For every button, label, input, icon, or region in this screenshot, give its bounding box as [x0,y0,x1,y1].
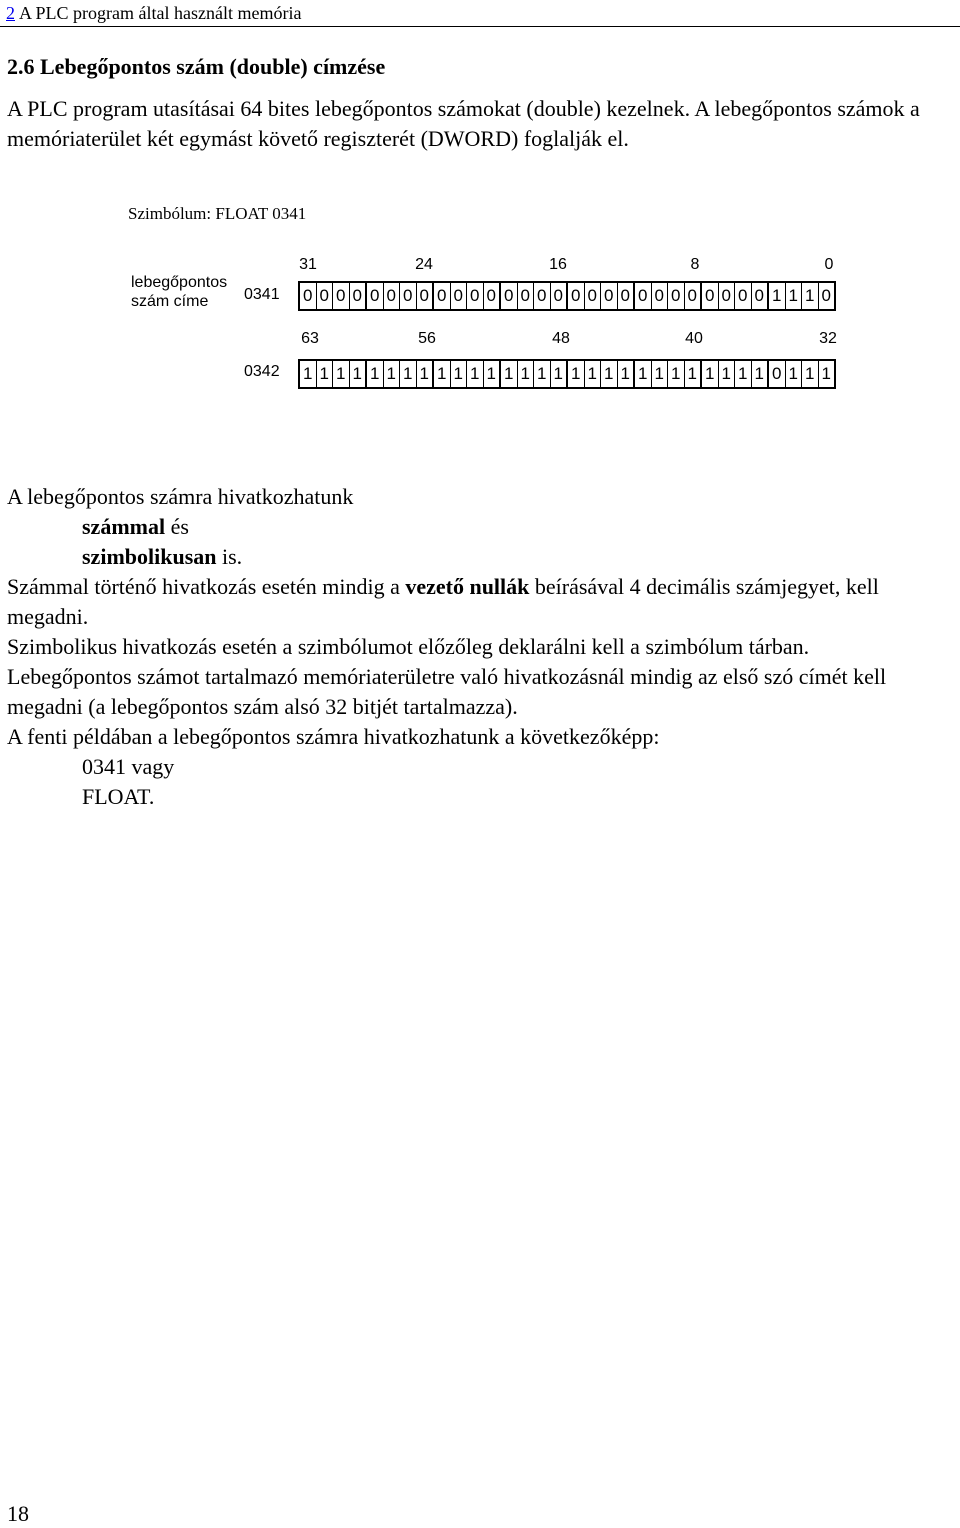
bit-cell: 1 [617,361,634,387]
row1-pos-3: 8 [690,256,700,273]
bit-cell: 0 [332,283,349,309]
row1-pos-1: 24 [415,256,433,273]
section-title: 2.6 Lebegőpontos szám (double) címzése [7,54,386,79]
body-p9: FLOAT. [82,784,155,809]
row2-address: 0342 [244,363,280,380]
row1-address: 0341 [244,286,280,303]
bit-cell: 0 [399,283,416,309]
bit-cell: 0 [772,364,782,383]
bit-cell: 1 [370,364,380,383]
bit-cell: 1 [818,361,835,387]
nibble [432,361,499,387]
nibble [767,361,834,387]
bit-cell: 1 [437,364,447,383]
nibble [767,283,834,309]
page-number: 18 [7,1501,29,1526]
bit-cell: 1 [483,361,500,387]
bit-cell: 1 [466,361,483,387]
bit-cell: 1 [785,361,802,387]
bold-vezeto-nullak: vezető nullák [405,574,530,599]
nibble [300,283,365,309]
body-p8: 0341 vagy [82,754,175,779]
nibble [566,283,633,309]
chapter-link[interactable]: 2 [6,3,15,23]
bit-cell: 0 [667,283,684,309]
bit-cell: 1 [533,361,550,387]
bit-cell: 1 [684,361,701,387]
bit-cell: 0 [718,283,735,309]
side-label-line2: szám címe [131,293,209,310]
bit-cell: 0 [316,283,333,309]
body-text [7,482,959,812]
bit-cell: 0 [416,283,433,309]
bit-cell: 0 [450,283,467,309]
bit-cell: 1 [571,364,581,383]
nibble [633,361,700,387]
row2-pos-2: 48 [552,330,570,347]
bit-cell: 0 [533,283,550,309]
bit-cell: 1 [751,361,768,387]
bit-diagram [0,0,960,420]
bit-cell: 1 [785,283,802,309]
bit-cell: 0 [383,283,400,309]
bit-cell: 0 [751,283,768,309]
bit-cell: 0 [550,283,567,309]
body-p4-b: beírásával 4 decimális számjegyet, kell megadni. [7,574,879,629]
row1-pos-2: 16 [549,256,567,273]
bit-cell: 1 [651,361,668,387]
running-header-title: A PLC program által használt memória [19,3,302,23]
bit-cell: 1 [316,361,333,387]
intro-paragraph: A PLC program utasításai 64 bites lebegőpontos számokat (double) kezelnek. A lebegőpontos számok a memóriaterület két egymást követő regiszterét (DWORD) foglalják el. [7,96,920,151]
bit-cell: 0 [651,283,668,309]
bit-cell: 0 [517,283,534,309]
nibble [499,283,566,309]
nibble [700,283,767,309]
bold-szammal: számmal [82,514,166,539]
bit-cell: 1 [718,361,735,387]
body-p6: Lebegőpontos számot tartalmazó memóriaterületre való hivatkozásnál mindig az első szó címét kell megadni (a lebegőpontos szám alsó 32 bitjét tartalmazza). [7,664,887,719]
bit-cell: 0 [437,286,447,305]
bold-szimbolikusan: szimbolikusan [82,544,217,569]
row2-pos-1: 56 [418,330,436,347]
nibble [300,361,365,387]
bit-cell: 0 [705,286,715,305]
bit-cell: 0 [349,283,366,309]
row1-pos-4: 0 [824,256,834,273]
bit-cell: 0 [818,283,835,309]
nibble [633,283,700,309]
bit-cell: 1 [517,361,534,387]
bit-cell: 1 [801,283,818,309]
bit-cell: 1 [638,364,648,383]
nibble [365,361,432,387]
bit-cell: 1 [504,364,514,383]
bit-cell: 0 [466,283,483,309]
body-p3-rest: is. [216,544,243,569]
row2-pos-3: 40 [685,330,703,347]
body-p3 [7,542,959,572]
nibble [365,283,432,309]
bit-cell: 1 [303,364,313,383]
body-p2-rest: és [165,514,189,539]
body-p5: Szimbolikus hivatkozás esetén a szimbólumot előzőleg deklarálni kell a szimbólum tárban. [7,634,810,659]
bit-cell: 1 [349,361,366,387]
bit-cell: 1 [550,361,567,387]
bit-cell: 1 [332,361,349,387]
bit-cell: 0 [584,283,601,309]
row2-pos-4: 32 [819,330,837,347]
body-p4 [7,572,959,632]
bit-cell: 0 [483,283,500,309]
bit-cell: 1 [734,361,751,387]
bit-cell: 1 [416,361,433,387]
bit-cell: 0 [504,286,514,305]
row2-pos-0: 63 [301,330,319,347]
nibble [432,283,499,309]
body-p2 [7,512,959,542]
bit-cell: 0 [571,286,581,305]
bit-cell: 1 [399,361,416,387]
bit-cell: 0 [303,286,313,305]
bit-cell: 1 [705,364,715,383]
bit-cell: 1 [450,361,467,387]
bit-cell: 1 [772,286,782,305]
nibble [499,361,566,387]
body-p1: A lebegőpontos számra hivatkozhatunk [7,484,354,509]
register-0341-bits [298,281,836,311]
row1-pos-0: 31 [299,256,317,273]
side-label-line1: lebegőpontos [131,274,228,291]
bit-cell: 1 [667,361,684,387]
bit-cell: 0 [617,283,634,309]
bit-cell: 1 [584,361,601,387]
bit-cell: 0 [684,283,701,309]
body-p7: A fenti példában a lebegőpontos számra hivatkozhatunk a következőképp: [7,724,660,749]
nibble [566,361,633,387]
bit-cell: 1 [383,361,400,387]
register-0342-bits [298,359,836,389]
bit-cell: 0 [600,283,617,309]
bit-cell: 0 [370,286,380,305]
bit-cell: 0 [638,286,648,305]
bit-cell: 1 [801,361,818,387]
symbol-caption: Szimbólum: FLOAT 0341 [128,204,307,223]
body-p4-a: Számmal történő hivatkozás esetén mindig a [7,574,406,599]
bit-cell: 1 [600,361,617,387]
bit-cell: 0 [734,283,751,309]
nibble [700,361,767,387]
